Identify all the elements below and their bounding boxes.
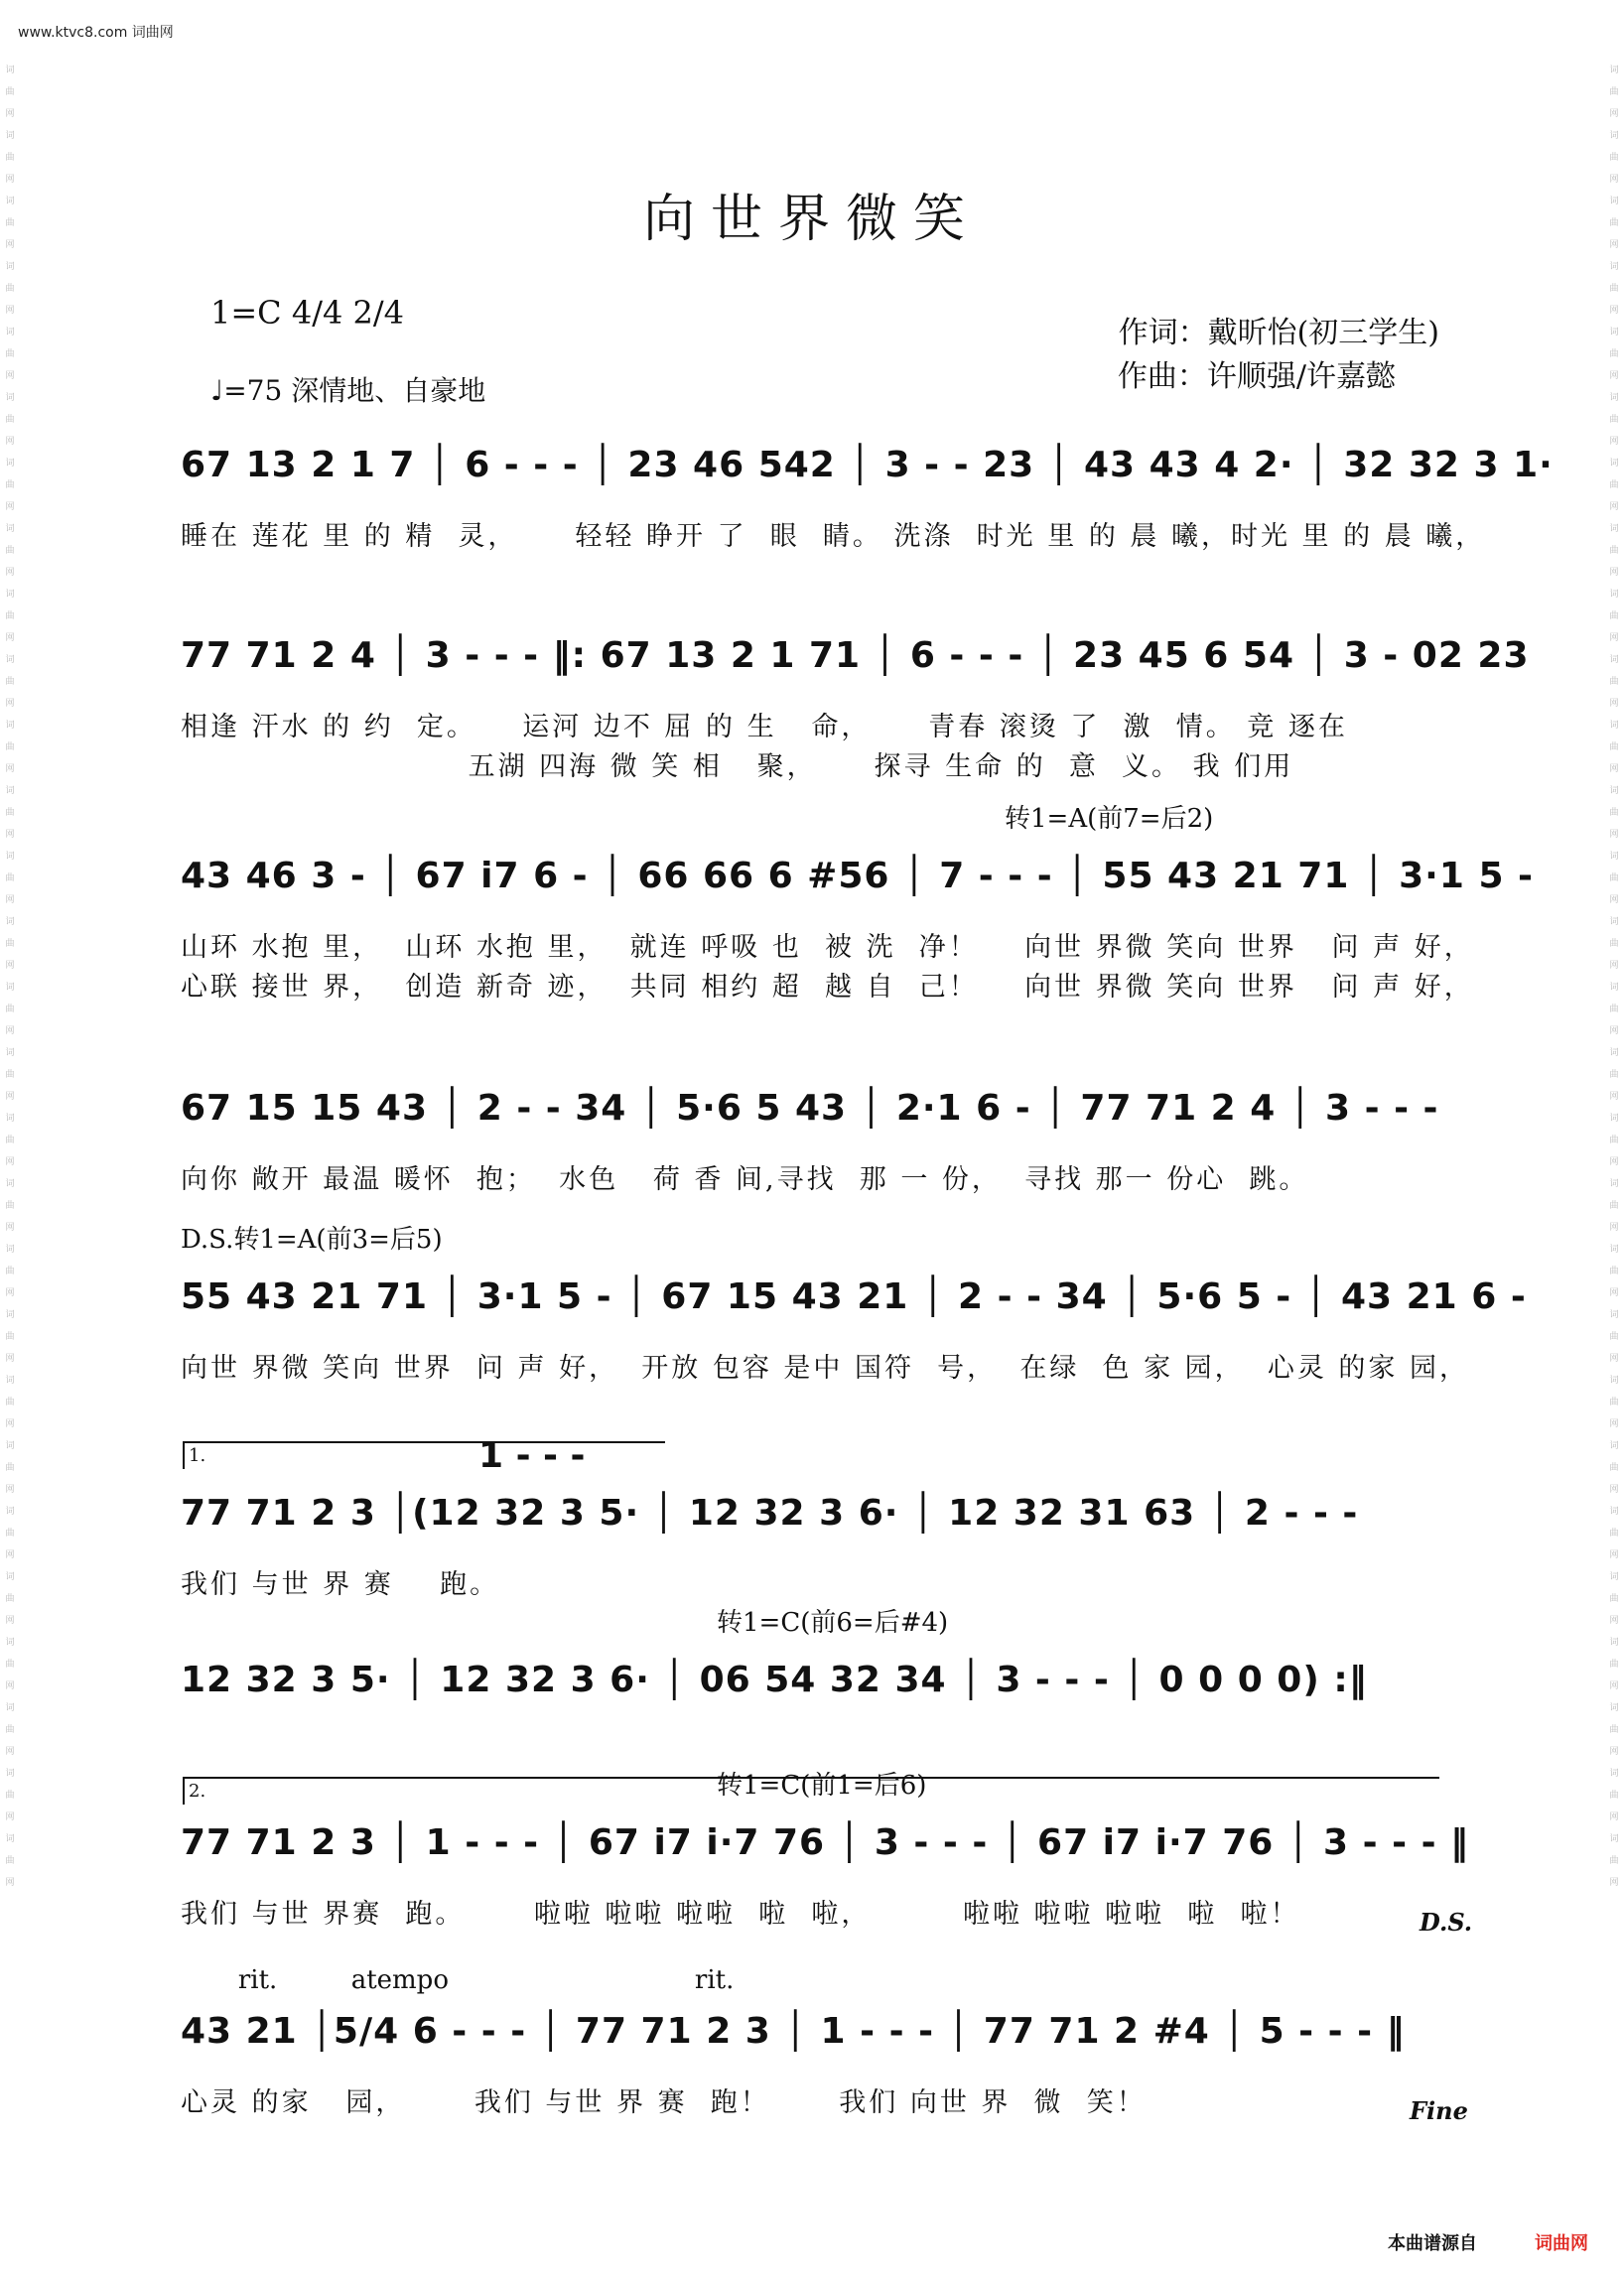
side-watermark-left: 词曲网词曲网词曲网词曲网词曲网词曲网词曲网词曲网词曲网词曲网词曲网词曲网词曲网词曲网词曲网词曲网词曲网词曲网词曲网词曲网词曲网词曲网词曲网词曲网词曲网词曲网词曲网词曲网 <box>5 66 15 1888</box>
fine-label: Fine <box>1410 2096 1468 2125</box>
notation-line: 67 13 2 1 7 │ 6 - - - │ 23 46 542 │ 3 - - 23 │ 43 43 4 2· │ 32 32 3 1· <box>181 445 1554 485</box>
lyric-line: 我们 与世 界 赛 跑。 <box>181 1569 500 1600</box>
notation-line: 55 43 21 71 │ 3·1 5 - │ 67 15 43 21 │ 2 - - 34 │ 5·6 5 - │ 43 21 6 - <box>181 1276 1527 1317</box>
volta-1: 1. <box>183 1441 665 1469</box>
footer-site: 词曲网 <box>1535 2233 1588 2254</box>
row-annotation: D.S.转1=A(前3=后5) <box>181 1225 443 1255</box>
row-annotation: 转1=C(前1=后6) <box>717 1771 927 1801</box>
composer: 作曲：许顺强/许嘉懿 <box>1117 359 1396 394</box>
notation-line: 77 71 2 3 │ 1 - - - │ 67 i7 i·7 76 │ 3 - - - │ 67 i7 i·7 76 │ 3 - - - ‖ <box>181 1822 1470 1863</box>
lyric-line: 睡在 莲花 里 的 精 灵， 轻轻 睁开 了 眼 睛。 洗涤 时光 里 的 晨 曦，时光 里 的 晨 曦， <box>181 521 1486 552</box>
tempo-marking: ♩=75 深情地、自豪地 <box>210 374 486 407</box>
ds-label: D.S. <box>1420 1908 1473 1937</box>
notation-line: 12 32 3 5· │ 12 32 3 6· │ 06 54 32 34 │ 3 - - - │ 0 0 0 0) :‖ <box>181 1660 1368 1700</box>
lyric-line: 相逢 汗水 的 约 定。 运河 边不 屈 的 生 命， 青春 滚烫 了 激 情。 竞 逐在 <box>181 712 1348 742</box>
lyric-line: 心联 接世 界， 创造 新奇 迹， 共同 相约 超 越 自 己！ 向世 界微 笑向 世界 问 声 好， <box>181 972 1474 1003</box>
footer-source: 本曲谱源自 <box>1388 2233 1477 2254</box>
notation-line: 77 71 2 3 │(12 32 3 5· │ 12 32 3 6· │ 12 32 31 63 │ 2 - - - <box>181 1493 1359 1534</box>
row-annotation: 1 - - - <box>478 1435 586 1476</box>
notation-line: 43 46 3 - │ 67 i7 6 - │ 66 66 6 #56 │ 7 - - - │ 55 43 21 71 │ 3·1 5 - <box>181 856 1534 896</box>
lyric-line: 向你 敞开 最温 暖怀 抱； 水色 荷 香 间,寻找 那 一 份， 寻找 那一 份心 跳。 <box>181 1164 1309 1195</box>
lyric-line: 山环 水抱 里， 山环 水抱 里， 就连 呼吸 也 被 洗 净！ 向世 界微 笑向 世界 问 声 好， <box>181 932 1474 963</box>
lyric-line: 向世 界微 笑向 世界 问 声 好， 开放 包容 是中 国符 号， 在绿 色 家 园， 心灵 的家 园， <box>181 1353 1469 1384</box>
key-signature: 1=C 4/4 2/4 <box>210 294 404 332</box>
volta-2: 2. <box>183 1777 1439 1805</box>
lyric-line: 心灵 的家 园， 我们 与世 界 赛 跑！ 我们 向世 界 微 笑！ <box>181 2087 1147 2118</box>
lyric-line: 五湖 四海 微 笑 相 聚， 探寻 生命 的 意 义。 我 们用 <box>181 751 1294 782</box>
row-annotation: 转1=C(前6=后#4) <box>717 1608 949 1638</box>
notation-line: 67 15 15 43 │ 2 - - 34 │ 5·6 5 43 │ 2·1 6 - │ 77 71 2 4 │ 3 - - - <box>181 1088 1439 1129</box>
notation-line: 43 21 │5/4 6 - - - │ 77 71 2 3 │ 1 - - - │ 77 71 2 #4 │ 5 - - - ‖ <box>181 2011 1406 2052</box>
row-annotation: 转1=A(前7=后2) <box>1005 804 1214 834</box>
notation-line: 77 71 2 4 │ 3 - - - ‖: 67 13 2 1 71 │ 6 - - - │ 23 45 6 54 │ 3 - 02 23 <box>181 635 1530 676</box>
row-annotation: rit. atempo rit. <box>181 1965 735 1995</box>
lyricist: 作词：戴昕怡(初三学生) <box>1118 316 1439 350</box>
lyric-line: 我们 与世 界赛 跑。 啦啦 啦啦 啦啦 啦 啦， 啦啦 啦啦 啦啦 啦 啦！ <box>181 1899 1300 1930</box>
song-title: 向世界微笑 <box>642 190 981 249</box>
site-watermark: www.ktvc8.com 词曲网 <box>18 25 174 41</box>
side-watermark-right: 词曲网词曲网词曲网词曲网词曲网词曲网词曲网词曲网词曲网词曲网词曲网词曲网词曲网词曲网词曲网词曲网词曲网词曲网词曲网词曲网词曲网词曲网词曲网词曲网词曲网词曲网词曲网词曲网 <box>1609 66 1619 1888</box>
